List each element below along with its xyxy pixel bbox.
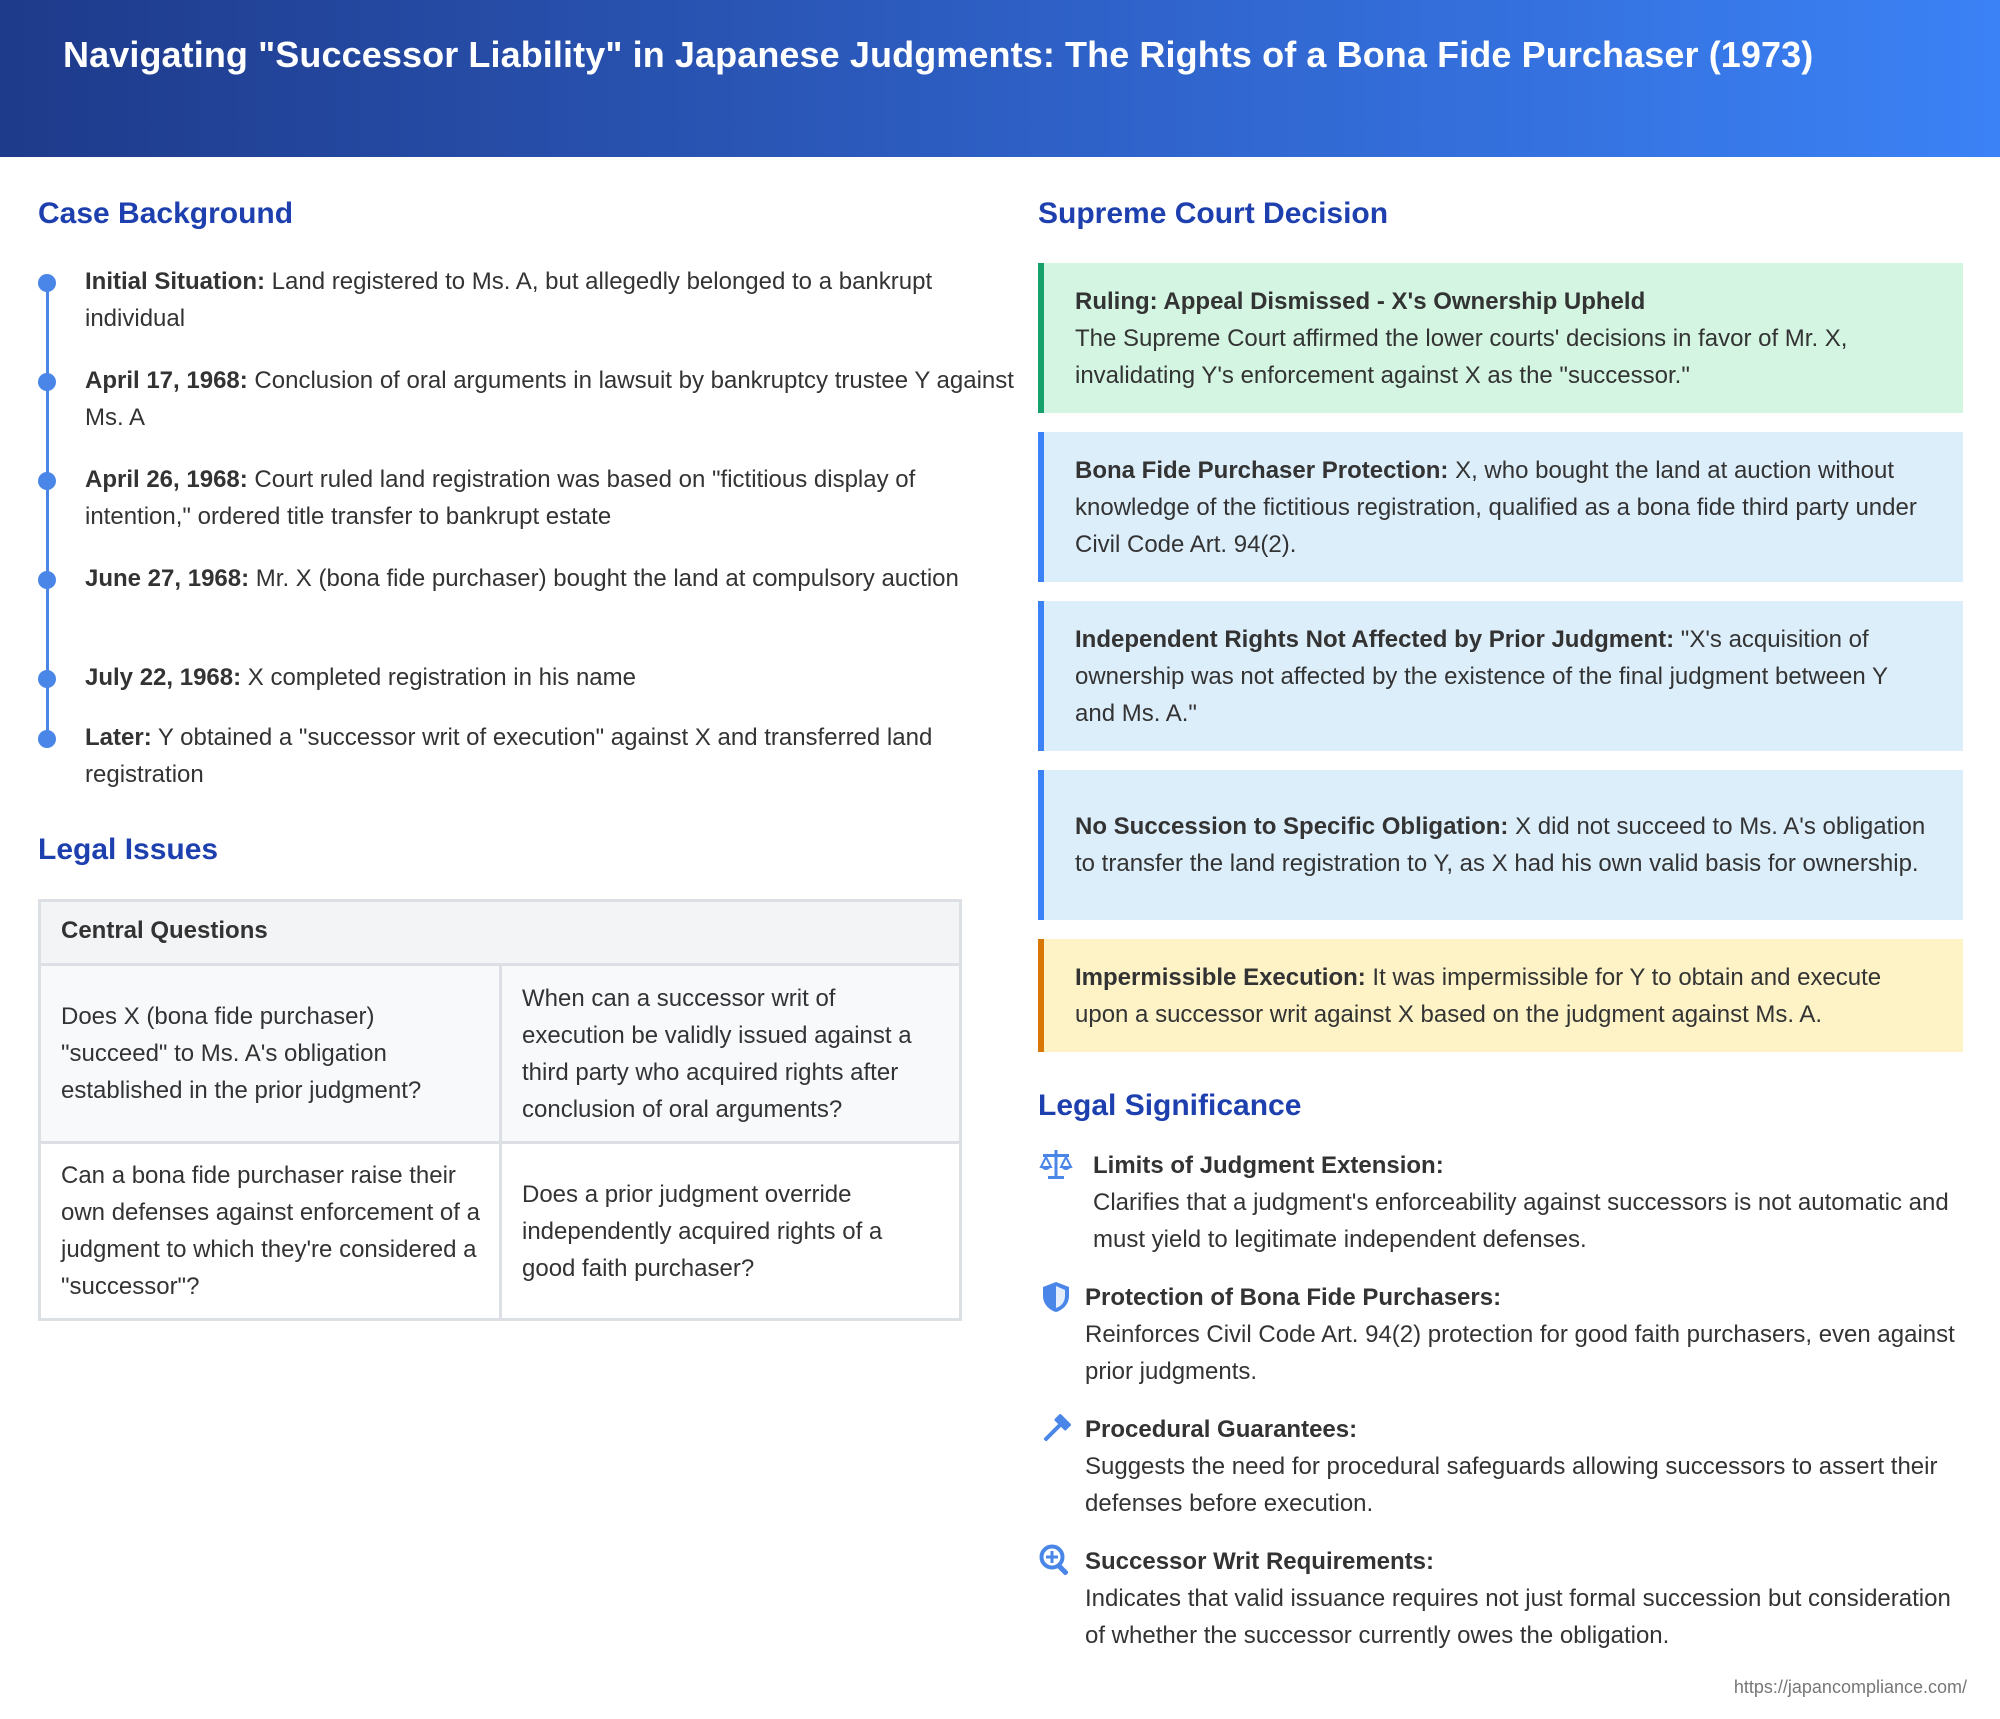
timeline-dot xyxy=(38,670,56,688)
decision-point-text: "X's acquisition of ownership was not affected by the existence of the final judgment between Y and Ms. A." xyxy=(1075,625,1888,727)
timeline-text xyxy=(85,461,1015,535)
page-title: Navigating "Successor Liability" in Japanese Judgments: The Rights of a Bona Fide Purchaser (1973) xyxy=(63,34,1814,75)
decision-point-card xyxy=(1038,770,1963,920)
significance-title: Limits of Judgment Extension: xyxy=(1093,1152,1444,1179)
significance-desc: Clarifies that a judgment's enforceability against successors is not automatic and must yield to legitimate independent defenses. xyxy=(1093,1189,1949,1253)
timeline-label: Initial Situation: xyxy=(85,268,265,295)
timeline-text xyxy=(85,719,1015,793)
scale-icon xyxy=(1038,1147,1074,1183)
footer-url[interactable]: https://japancompliance.com/ xyxy=(1733,1677,1967,1697)
timeline-detail: Mr. X (bona fide purchaser) bought the land at compulsory auction xyxy=(249,565,959,592)
ruling-card xyxy=(1038,263,1963,413)
decision-point-card xyxy=(1038,432,1963,582)
gavel-icon xyxy=(1038,1411,1074,1447)
table-cell: Does a prior judgment override independently acquired rights of a good faith purchaser? xyxy=(502,1144,959,1318)
timeline-label: Later: xyxy=(85,724,152,751)
timeline-detail: Y obtained a "successor writ of execution" against X and transferred land registration xyxy=(85,724,933,788)
central-questions-table xyxy=(38,899,962,1321)
significance-desc: Indicates that valid issuance requires not just formal succession but consideration of whether the successor currently owes the obligation. xyxy=(1085,1585,1951,1649)
significance-text xyxy=(1085,1411,1965,1522)
decision-point-label: No Succession to Specific Obligation: xyxy=(1075,813,1509,840)
significance-text xyxy=(1085,1543,1965,1654)
significance-desc: Suggests the need for procedural safeguards allowing successors to assert their defenses before execution. xyxy=(1085,1453,1938,1517)
decision-point-text: X, who bought the land at auction without knowledge of the fictitious registration, qualified as a bona fide third party under Civil Code Art. 94(2). xyxy=(1075,456,1917,558)
timeline-text xyxy=(85,560,1015,597)
timeline-label: April 26, 1968: xyxy=(85,466,248,493)
ruling-label: Ruling: Appeal Dismissed - X's Ownership Upheld xyxy=(1075,287,1646,315)
significance-heading: Legal Significance xyxy=(1038,1089,1302,1122)
table-header-label: Central Questions xyxy=(61,917,268,944)
table-cell: Does X (bona fide purchaser) "succeed" to Ms. A's obligation established in the prior judgment? xyxy=(41,966,499,1141)
timeline-detail: Court ruled land registration was based on "fictitious display of intention," ordered title transfer to bankrupt estate xyxy=(85,466,916,530)
decision-point-text: It was impermissible for Y to obtain and execute upon a successor writ against X based on the judgment against Ms. A. xyxy=(1075,963,1882,1028)
search-plus-icon xyxy=(1038,1543,1074,1579)
timeline-label: July 22, 1968: xyxy=(85,664,242,691)
decision-point-card xyxy=(1038,601,1963,751)
significance-title: Procedural Guarantees: xyxy=(1085,1416,1358,1443)
timeline-detail: X completed registration in his name xyxy=(241,664,636,691)
significance-title: Successor Writ Requirements: xyxy=(1085,1548,1434,1575)
decision-point-label: Bona Fide Purchaser Protection: xyxy=(1075,456,1449,484)
timeline-text xyxy=(85,659,1015,696)
timeline-detail: Conclusion of oral arguments in lawsuit by bankruptcy trustee Y against Ms. A xyxy=(85,367,1014,431)
timeline-dot xyxy=(38,472,56,490)
timeline-line xyxy=(46,275,49,735)
significance-text xyxy=(1093,1147,1973,1258)
significance-title: Protection of Bona Fide Purchasers: xyxy=(1085,1284,1502,1311)
timeline-dot xyxy=(38,373,56,391)
timeline-detail: Land registered to Ms. A, but allegedly belonged to a bankrupt individual xyxy=(85,268,933,332)
table-header xyxy=(41,902,959,966)
impermissible-execution-card xyxy=(1038,939,1963,1052)
timeline-label: April 17, 1968: xyxy=(85,367,248,394)
timeline-dot xyxy=(38,730,56,748)
table-cell: Can a bona fide purchaser raise their own defenses against enforcement of a judgment to which they're considered a "successor"? xyxy=(41,1144,499,1318)
case-background-heading: Case Background xyxy=(38,197,294,230)
legal-issues-heading: Legal Issues xyxy=(38,833,219,866)
timeline-text xyxy=(85,263,1015,337)
timeline-label: June 27, 1968: xyxy=(85,565,250,592)
decision-point-label: Impermissible Execution: xyxy=(1075,963,1366,991)
decision-heading: Supreme Court Decision xyxy=(1038,197,1389,230)
page-header xyxy=(0,0,2000,157)
shield-icon xyxy=(1038,1279,1074,1315)
timeline-text xyxy=(85,362,1015,436)
timeline-dot xyxy=(38,571,56,589)
table-divider xyxy=(41,1141,959,1144)
significance-desc: Reinforces Civil Code Art. 94(2) protection for good faith purchasers, even against prior judgments. xyxy=(1085,1321,1955,1385)
decision-point-label: Independent Rights Not Affected by Prior Judgment: xyxy=(1075,625,1675,653)
timeline-dot xyxy=(38,274,56,292)
table-cell: When can a successor writ of execution be validly issued against a third party who acquired rights after conclusion of oral arguments? xyxy=(502,966,959,1141)
significance-text xyxy=(1085,1279,1965,1390)
ruling-text: The Supreme Court affirmed the lower courts' decisions in favor of Mr. X, invalidating Y's enforcement against X as the "successor." xyxy=(1075,324,1848,389)
decision-point-text: X did not succeed to Ms. A's obligation to transfer the land registration to Y, as X had his own valid basis for ownership. xyxy=(1075,813,1926,877)
